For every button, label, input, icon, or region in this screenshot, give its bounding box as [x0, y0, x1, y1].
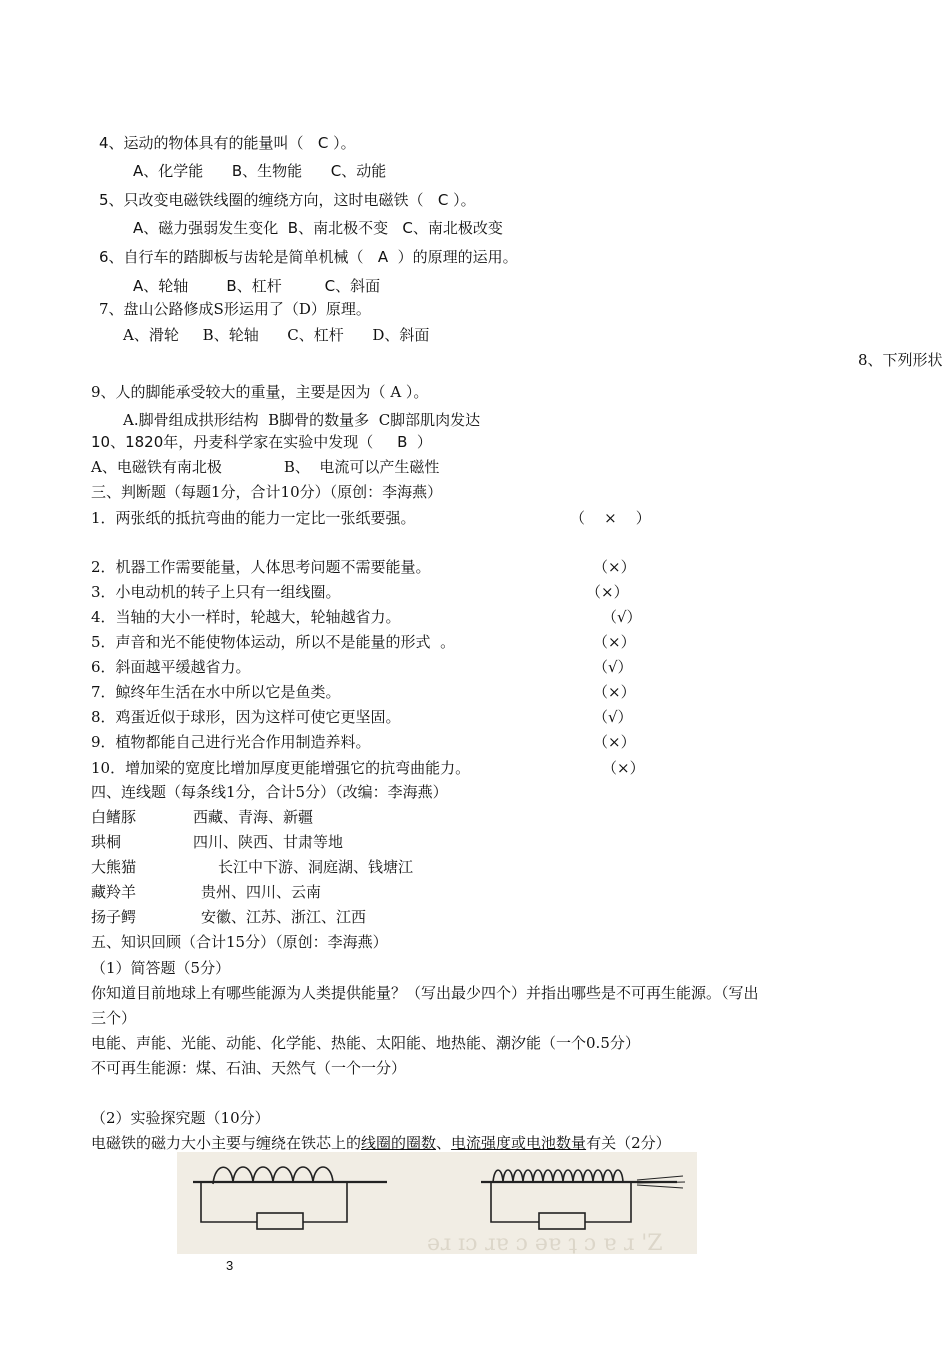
question-9: 9、人的脚能承受较大的重量，主要是因为（ A ）。 [91, 383, 429, 401]
match-heading: 四、连线题（每条线1分，合计5分）（改编：李海燕） [91, 783, 448, 801]
electromagnet-circuits-svg [177, 1152, 697, 1254]
match-animal: 大熊猫 [91, 858, 137, 876]
experiment-text-sep: 、 [436, 1134, 452, 1152]
match-place: 长江中下游、洞庭湖、钱塘江 [218, 858, 414, 876]
review-heading: 五、知识回顾（合计15分）（原创：李海燕） [91, 933, 388, 951]
judge-item: 6．斜面越平缓越省力。 [91, 658, 251, 676]
question-7: 7、盘山公路修成S形运用了（D）原理。 [99, 300, 371, 318]
judge-item: 1．两张纸的抵抗弯曲的能力一定比一张纸要强。 [91, 509, 416, 527]
judge-item: 8．鸡蛋近似于球形，因为这样可使它更坚固。 [91, 708, 401, 726]
judge-item: 4．当轴的大小一样时，轮越大，轮轴越省力。 [91, 608, 401, 626]
review-question-line-1: 你知道目前地球上有哪些能源为人类提供能量？（写出最少四个）并指出哪些是不可再生能源。（写出 [91, 984, 759, 1002]
electromagnet-figure [177, 1152, 697, 1254]
question-4: 4、运动的物体具有的能量叫（ C ）。 [99, 134, 356, 152]
question-7-options: A、滑轮 B、轮轴 C、杠杆 D、斜面 [123, 326, 430, 344]
question-8-fragment: 8、下列形状 [858, 351, 943, 369]
experiment-underline-2: 电流强度或电池数量 [451, 1134, 587, 1152]
review-question-line-2: 三个） [91, 1009, 137, 1027]
match-animal: 白鳍豚 [91, 808, 137, 826]
question-6-options: A、轮轴 B、杠杆 C、斜面 [133, 277, 381, 295]
experiment-underline-1: 线圈的圈数 [361, 1134, 437, 1152]
judge-item: 10．增加梁的宽度比增加厚度更能增强它的抗弯曲能力。 [91, 759, 471, 777]
experiment-text-pre: 电磁铁的磁力大小主要与缠绕在铁芯上的 [91, 1134, 362, 1152]
match-animal: 珙桐 [91, 833, 122, 851]
question-4-options: A、化学能 B、生物能 C、动能 [133, 162, 387, 180]
question-5: 5、只改变电磁铁线圈的缠绕方向，这时电磁铁（ C ）。 [99, 191, 476, 209]
judge-answer: （×） [586, 583, 629, 601]
judge-answer: （×） [602, 759, 645, 777]
question-5-options: A、磁力强弱发生变化 B、南北极不变 C、南北极改变 [133, 219, 503, 237]
judge-answer: （×） [593, 683, 636, 701]
judge-answer: （×） [593, 633, 636, 651]
judge-item: 2．机器工作需要能量，人体思考问题不需要能量。 [91, 558, 431, 576]
match-place: 贵州、四川、云南 [201, 883, 322, 901]
judge-answer: （×） [593, 558, 636, 576]
match-place: 四川、陕西、甘肃等地 [193, 833, 344, 851]
experiment-text-post: 有关（2分） [586, 1134, 671, 1152]
judge-item: 3．小电动机的转子上只有一组线圈。 [91, 583, 341, 601]
judge-item: 5．声音和光不能使物体运动，所以不是能量的形式 。 [91, 633, 456, 651]
judge-answer: （ × ） [570, 509, 651, 527]
judge-answer: （√） [593, 708, 633, 726]
page-number: 3 [226, 1258, 234, 1273]
experiment-statement [91, 1133, 671, 1153]
question-10-options: A、电磁铁有南北极 B、 电流可以产生磁性 [91, 458, 440, 476]
judge-answer: （√） [593, 658, 633, 676]
judge-item: 9．植物都能自己进行光合作用制造养料。 [91, 733, 371, 751]
question-9-options: A.脚骨组成拱形结构 B脚骨的数量多 C脚部肌肉发达 [123, 411, 481, 429]
question-6: 6、自行车的踏脚板与齿轮是简单机械（ A ）的原理的运用。 [99, 248, 518, 266]
svg-text:ǝɹ ɪɔ ɹɐ ɔ ǝɐ ʇ ɔ ɐ ɹ 'Z: ǝɹ ɪɔ ɹɐ ɔ ǝɐ ʇ ɔ ɐ ɹ 'Z [427, 1231, 663, 1254]
match-animal: 扬子鳄 [91, 908, 137, 926]
review-subheading-2: （2）实验探究题（10分） [91, 1109, 270, 1127]
judge-heading: 三、判断题（每题1分，合计10分）（原创：李海燕） [91, 483, 443, 501]
match-animal: 藏羚羊 [91, 883, 137, 901]
judge-answer: （√） [602, 608, 642, 626]
match-place: 西藏、青海、新疆 [193, 808, 314, 826]
match-place: 安徽、江苏、浙江、江西 [201, 908, 367, 926]
judge-item: 7．鲸终年生活在水中所以它是鱼类。 [91, 683, 341, 701]
judge-answer: （×） [593, 733, 636, 751]
question-10: 10、1820年，丹麦科学家在实验中发现（ B ） [91, 433, 432, 451]
review-answer-1: 电能、声能、光能、动能、化学能、热能、太阳能、地热能、潮汐能（一个0.5分） [91, 1034, 640, 1052]
review-subheading-1: （1）简答题（5分） [91, 959, 231, 977]
review-answer-2: 不可再生能源：煤、石油、天然气（一个一分） [91, 1059, 407, 1077]
